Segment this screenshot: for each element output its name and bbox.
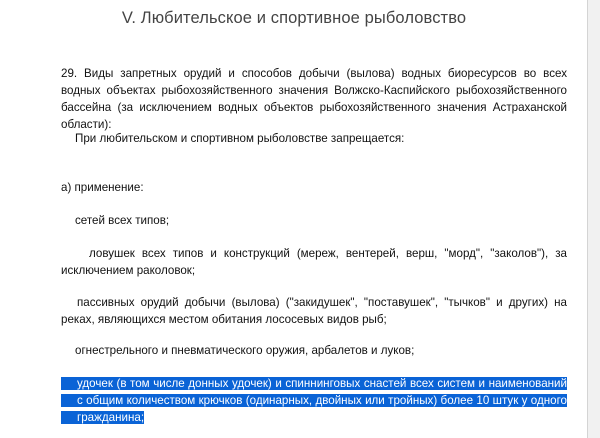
- paragraph-29-text: 29. Виды запретных орудий и способов добычи (вылова) водных биоресурсов во всех водных объектах рыбохозяйственного значения Волжско-Каспийского рыбохозяйственного бассейна (за исключением водных объектов рыбохозяйственного значения Астраханской области):: [61, 67, 567, 131]
- paragraph-intro-text: При любительском и спортивном рыболовстве запрещается:: [75, 132, 405, 145]
- selected-text[interactable]: удочек (в том числе донных удочек) и спиннинговых снастей всех систем и наименований с общим количеством крючков (одинарных, двойных или тройных) более 10 штук у одного гражданина;: [61, 377, 567, 424]
- section-title: V. Любительское и спортивное рыболовство: [121, 9, 467, 27]
- paragraph-item-a: [61, 179, 567, 196]
- paragraph-traps: [61, 245, 567, 279]
- paragraph-29: [61, 65, 567, 133]
- paragraph-firearms: [61, 342, 567, 359]
- paragraph-firearms-text: огнестрельного и пневматического оружия, арбалетов и луков;: [75, 344, 415, 357]
- paragraph-passive-text: пассивных орудий добычи (вылова) ("закидушек", "поставушек", "тычков" и других) на реках, являющихся местом обитания лососевых видов рыб;: [61, 296, 567, 326]
- paragraph-nets: [61, 212, 567, 229]
- scrollbar[interactable]: [589, 0, 600, 438]
- paragraph-hooks-selected[interactable]: [61, 375, 567, 426]
- paragraph-item-a-text: а) применение:: [61, 181, 144, 194]
- paragraph-traps-text: ловушек всех типов и конструкций (мереж, вентерей, верш, "морд", "заколов"), за исключением раколовок;: [61, 247, 567, 277]
- paragraph-intro: [61, 130, 567, 147]
- paragraph-nets-text: сетей всех типов;: [75, 214, 170, 227]
- paragraph-passive: [61, 294, 567, 328]
